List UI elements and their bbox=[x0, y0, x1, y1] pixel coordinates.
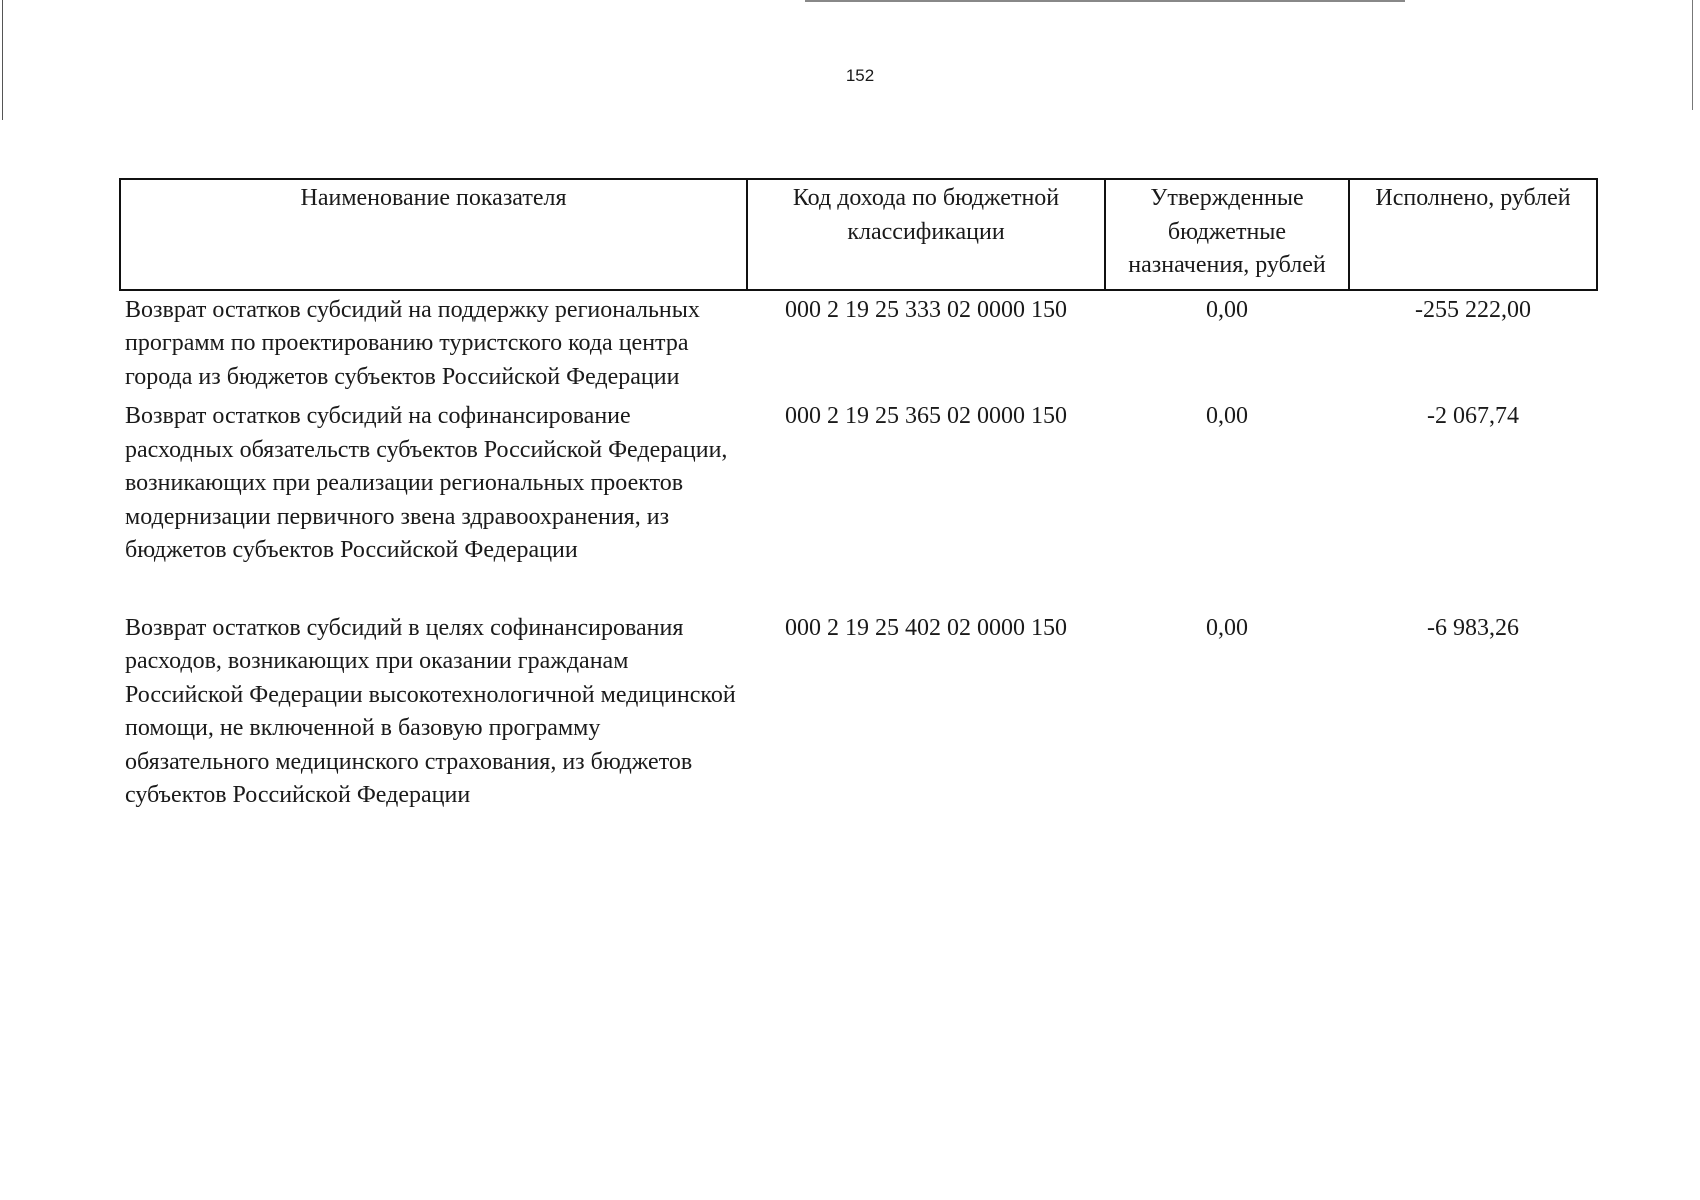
executed-amount: -6 983,26 bbox=[1427, 614, 1519, 641]
header-approved-amount: Утвержденные бюджетные назначения, рублей bbox=[1105, 179, 1349, 290]
table-row bbox=[120, 400, 1597, 606]
scan-edge-top bbox=[805, 0, 1405, 2]
header-income-code: Код дохода по бюджетной классификации bbox=[747, 179, 1105, 290]
income-code: 000 2 19 25 365 02 0000 150 bbox=[785, 403, 1067, 429]
income-code: 000 2 19 25 333 02 0000 150 bbox=[785, 296, 1067, 323]
scan-edge-left bbox=[2, 0, 3, 120]
income-code: 000 2 19 25 402 02 0000 150 bbox=[785, 614, 1067, 641]
indicator-name: Возврат остатков субсидий в целях софинансирования расходов, возникающих при оказании гражданам Российской Федерации высокотехнологичной медицинской помощи, не включенной в базовую программу обязательного медицинского страхования, из бюджетов субъектов Российской Федерации bbox=[125, 614, 736, 808]
table-row bbox=[120, 606, 1597, 813]
header-executed-amount: Исполнено, рублей bbox=[1349, 179, 1597, 290]
page-number: 152 bbox=[845, 66, 875, 85]
table-row bbox=[120, 290, 1597, 401]
executed-amount: -255 222,00 bbox=[1415, 296, 1531, 323]
indicator-name: Возврат остатков субсидий на поддержку региональных программ по проектированию туристского кода центра города из бюджетов субъектов Российской Федерации bbox=[125, 296, 700, 390]
approved-amount: 0,00 bbox=[1206, 296, 1248, 323]
indicator-name: Возврат остатков субсидий на софинансирование расходных обязательств субъектов Российской Федерации, возникающих при реализации региональных проектов модернизации первичного звена здравоохранения, из бюджетов субъектов Российской Федерации bbox=[125, 403, 728, 563]
executed-amount: -2 067,74 bbox=[1427, 403, 1519, 429]
income-report-table bbox=[119, 178, 1598, 813]
header-indicator-name: Наименование показателя bbox=[120, 179, 747, 290]
scan-edge-right bbox=[1692, 0, 1693, 110]
approved-amount: 0,00 bbox=[1206, 403, 1248, 429]
table-header-row bbox=[120, 179, 1597, 290]
approved-amount: 0,00 bbox=[1206, 614, 1248, 641]
